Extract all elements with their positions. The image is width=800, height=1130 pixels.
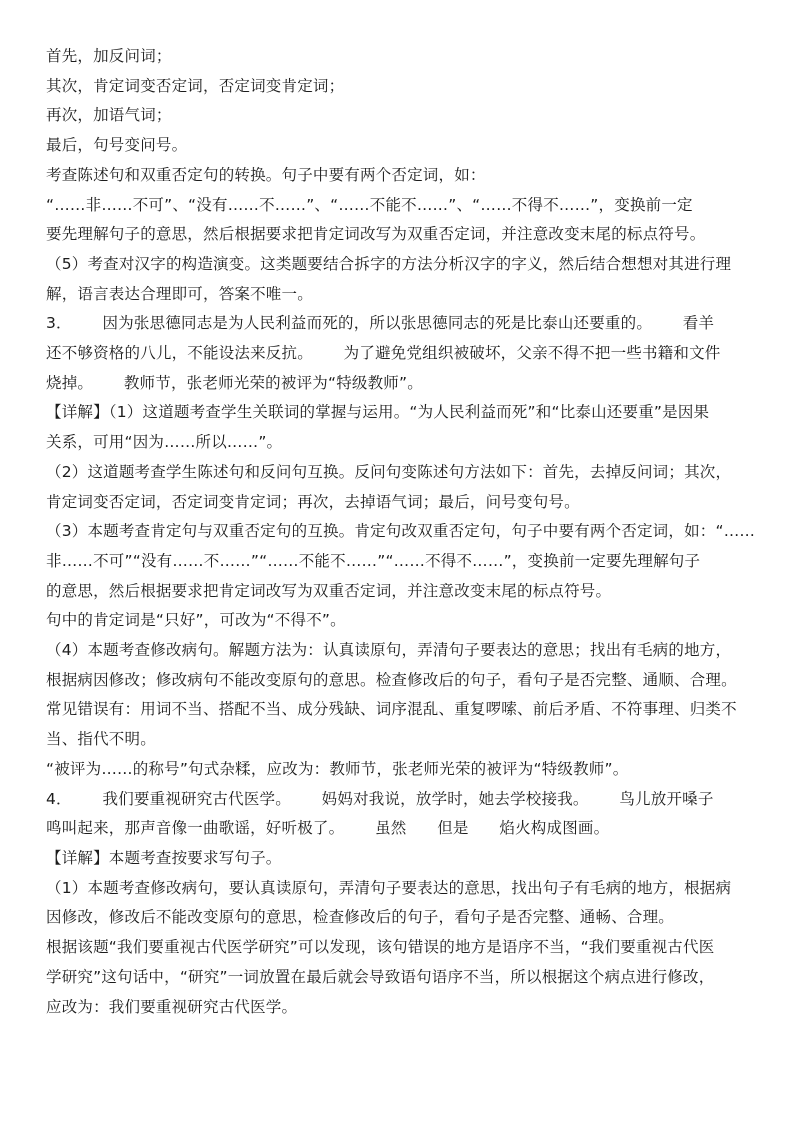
text-line: “……非……不可”、“没有……不……”、“……不能不……”、“……不得不……”，变换前一定 xyxy=(46,195,693,214)
text-line: 根据病因修改；修改病句不能改变原句的意思。检查修改后的句子，看句子是否完整、通顺、合理。 xyxy=(46,670,737,689)
text-line: 常见错误有：用词不当、搭配不当、成分残缺、词序混乱、重复啰嗦、前后矛盾、不符事理、归类不 xyxy=(46,700,737,719)
text-line: “被评为……的称号”句式杂糅，应改为：教师节，张老师光荣的被评为“特级教师”。 xyxy=(46,759,629,778)
explanation-heading: 【详解】（1）这道题考查学生关联词的掌握与运用。“为人民利益而死”和“比泰山还要重”是因果 xyxy=(46,403,710,422)
text-line: 关系，可用“因为……所以……”。 xyxy=(46,433,283,452)
text-line: （5）考查对汉字的构造演变。这类题要结合拆字的方法分析汉字的字义，然后结合想想对其进行理 xyxy=(46,254,732,273)
answer-3-line: 3． 因为张思德同志是为人民利益而死的，所以张思德同志的死是比泰山还要重的。 看羊 xyxy=(46,314,715,333)
text-line: 的意思，然后根据要求把肯定词改写为双重否定词，并注意改变末尾的标点符号。 xyxy=(46,581,612,600)
text-line: 烧掉。 教师节，张老师光荣的被评为“特级教师”。 xyxy=(46,373,423,392)
text-line: 鸣叫起来，那声音像一曲歌谣，好听极了。 虽然 但是 焰火构成图画。 xyxy=(46,819,610,838)
text-line: 解，语言表达合理即可，答案不唯一。 xyxy=(46,284,313,303)
text-line: （1）本题考查修改病句，要认真读原句，弄清句子要表达的意思，找出句子有毛病的地方，根据病 xyxy=(46,878,732,897)
text-line: 其次，肯定词变否定词，否定词变肯定词； xyxy=(46,76,345,95)
text-line: 学研究”这句话中，“研究”一词放置在最后就会导致语句语序不当，所以根据这个病点进行修改， xyxy=(46,967,715,986)
text-line: 最后，句号变问号。 xyxy=(46,136,188,155)
text-line: 肯定词变否定词，否定词变肯定词；再次，去掉语气词；最后，问号变句号。 xyxy=(46,492,580,511)
text-line: 非……不可”“没有……不……”“……不能不……”“……不得不……”，变换前一定要先理解句子 xyxy=(46,551,701,570)
text-line: （3）本题考查肯定句与双重否定句的互换。肯定句改双重否定句，句子中要有两个否定词，如：“…… xyxy=(46,522,756,541)
text-line: 再次，加语气词； xyxy=(46,106,172,125)
text-line: （4）本题考查修改病句。解题方法为：认真读原句，弄清句子要表达的意思；找出有毛病的地方， xyxy=(46,641,732,660)
text-line: （2）这道题考查学生陈述句和反问句互换。反问句变陈述句方法如下：首先，去掉反问词；其次， xyxy=(46,462,732,481)
text-line: 还不够资格的八儿，不能设法来反抗。 为了避免党组织被破坏，父亲不得不把一些书籍和文件 xyxy=(46,344,721,363)
text-line: 当、指代不明。 xyxy=(46,730,156,749)
text-line: 因修改，修改后不能改变原句的意思，检查修改后的句子，看句子是否完整、通畅、合理。 xyxy=(46,908,675,927)
text-line: 应改为：我们要重视研究古代医学。 xyxy=(46,997,298,1016)
text-line: 句中的肯定词是“只好”，可改为“不得不”。 xyxy=(46,611,346,630)
text-line: 根据该题“我们要重视古代医学研究”可以发现，该句错误的地方是语序不当，“我们要重视古代医 xyxy=(46,938,715,957)
answer-4-line: 4． 我们要重视研究古代医学。 妈妈对我说，放学时，她去学校接我。 鸟儿放开嗓子 xyxy=(46,789,714,808)
text-line: 考查陈述句和双重否定句的转换。句子中要有两个否定词，如： xyxy=(46,165,486,184)
explanation-heading: 【详解】本题考查按要求写句子。 xyxy=(46,848,282,867)
text-line: 首先，加反问词； xyxy=(46,47,172,65)
text-line: 要先理解句子的意思，然后根据要求把肯定词改写为双重否定词，并注意改变末尾的标点符号。 xyxy=(46,225,706,244)
